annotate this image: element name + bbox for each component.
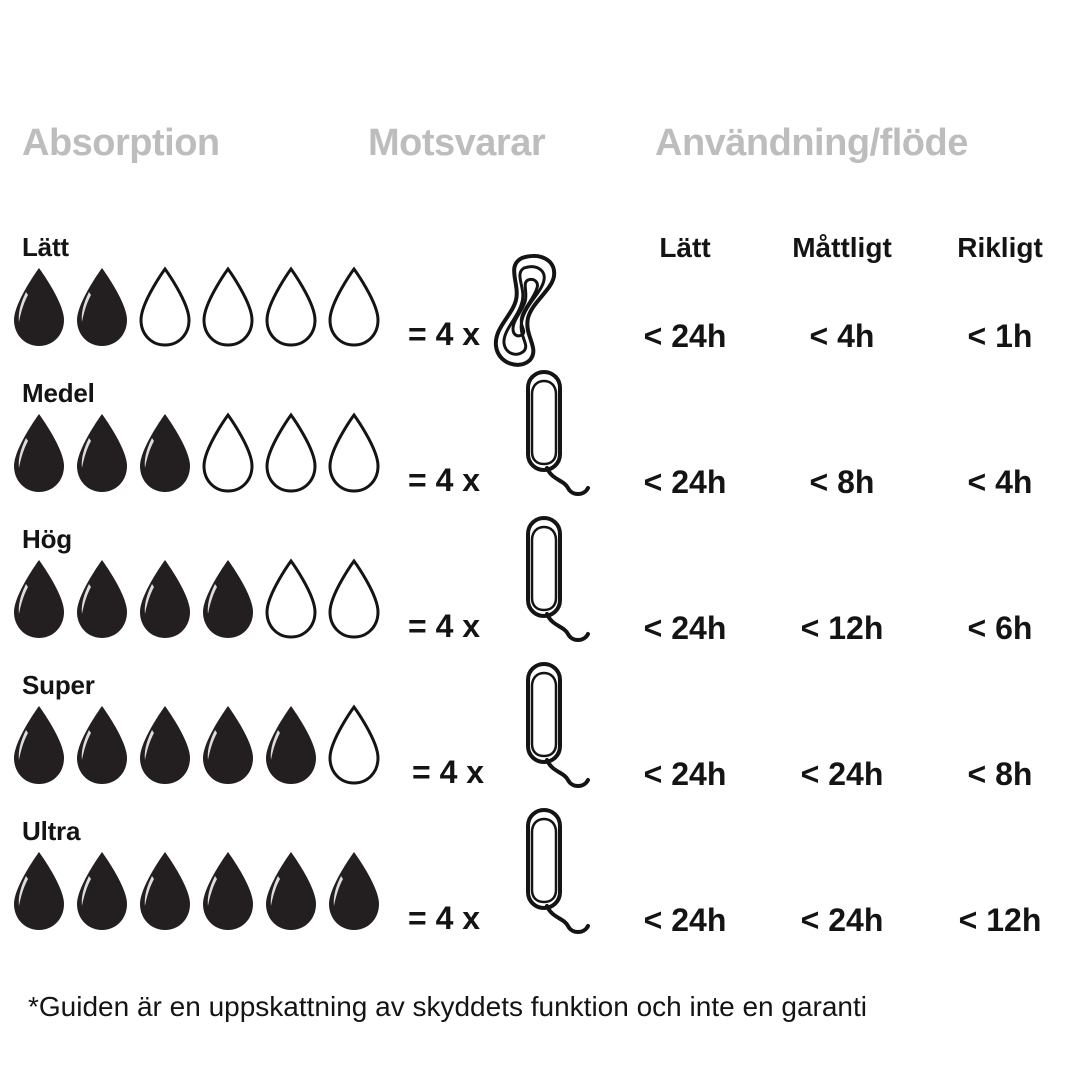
drop-rating (6, 410, 384, 496)
drop-empty-icon (195, 264, 261, 350)
drop-empty-icon (195, 410, 261, 496)
drop-filled-icon (195, 556, 261, 642)
drop-rating (6, 264, 384, 350)
tampon-icon (502, 368, 612, 508)
header-anvandning-flode: Användning/flöde (655, 122, 968, 164)
drop-filled-icon (132, 702, 198, 788)
tampon-icon (502, 514, 612, 654)
footnote: *Guiden är en uppskattning av skyddets funktion och inte en garanti (28, 991, 867, 1022)
tampon-icon (502, 806, 612, 946)
table-row (0, 816, 1080, 962)
drop-rating (6, 702, 384, 788)
drop-filled-icon (195, 848, 261, 934)
drop-filled-icon (69, 264, 135, 350)
row-label: Medel (22, 378, 95, 408)
usage-moderate: < 8h (809, 464, 875, 500)
usage-moderate: < 4h (809, 318, 875, 354)
drop-empty-icon (258, 410, 324, 496)
usage-light: < 24h (643, 902, 727, 938)
row-label: Super (22, 670, 95, 700)
equals-label: = 4 x (408, 608, 481, 644)
usage-heavy: < 8h (967, 756, 1033, 792)
header-motsvarar: Motsvarar (368, 122, 546, 164)
drop-empty-icon (132, 264, 198, 350)
column-headers (0, 122, 1080, 182)
drop-filled-icon (321, 848, 387, 934)
table-row (0, 670, 1080, 816)
equals-label: = 4 x (408, 316, 481, 352)
drop-empty-icon (321, 410, 387, 496)
drop-empty-icon (258, 556, 324, 642)
pad-icon (484, 250, 584, 370)
header-absorption: Absorption (22, 122, 220, 164)
drop-empty-icon (321, 264, 387, 350)
table-row (0, 524, 1080, 670)
usage-heavy: < 1h (967, 318, 1033, 354)
drop-filled-icon (6, 702, 72, 788)
drop-filled-icon (69, 556, 135, 642)
drop-filled-icon (258, 702, 324, 788)
usage-header-light: Lätt (659, 232, 711, 263)
drop-filled-icon (132, 410, 198, 496)
drop-filled-icon (258, 848, 324, 934)
usage-heavy: < 12h (958, 902, 1042, 938)
drop-empty-icon (258, 264, 324, 350)
drop-rating (6, 556, 384, 642)
usage-heavy: < 4h (967, 464, 1033, 500)
equals-label: = 4 x (408, 900, 481, 936)
usage-header-moderate: Måttligt (792, 232, 892, 263)
drop-filled-icon (69, 848, 135, 934)
usage-moderate: < 24h (800, 902, 884, 938)
usage-light: < 24h (643, 464, 727, 500)
drop-filled-icon (6, 556, 72, 642)
drop-empty-icon (321, 556, 387, 642)
drop-filled-icon (6, 410, 72, 496)
usage-header-heavy: Rikligt (957, 232, 1043, 263)
usage-moderate: < 12h (800, 610, 884, 646)
tampon-icon (502, 660, 612, 800)
drop-filled-icon (132, 848, 198, 934)
table-row (0, 378, 1080, 524)
usage-moderate: < 24h (800, 756, 884, 792)
usage-light: < 24h (643, 756, 727, 792)
drop-filled-icon (69, 702, 135, 788)
equals-label: = 4 x (408, 462, 481, 498)
drop-filled-icon (132, 556, 198, 642)
usage-light: < 24h (643, 318, 727, 354)
drop-filled-icon (6, 264, 72, 350)
drop-filled-icon (195, 702, 261, 788)
row-label: Ultra (22, 816, 81, 846)
usage-heavy: < 6h (967, 610, 1033, 646)
row-label: Hög (22, 524, 72, 554)
drop-rating (6, 848, 384, 934)
drop-empty-icon (321, 702, 387, 788)
equals-label: = 4 x (412, 754, 485, 790)
row-label: Lätt (22, 232, 69, 262)
table-row (0, 232, 1080, 378)
absorption-rows (0, 232, 1080, 962)
drop-filled-icon (6, 848, 72, 934)
drop-filled-icon (69, 410, 135, 496)
usage-light: < 24h (643, 610, 727, 646)
